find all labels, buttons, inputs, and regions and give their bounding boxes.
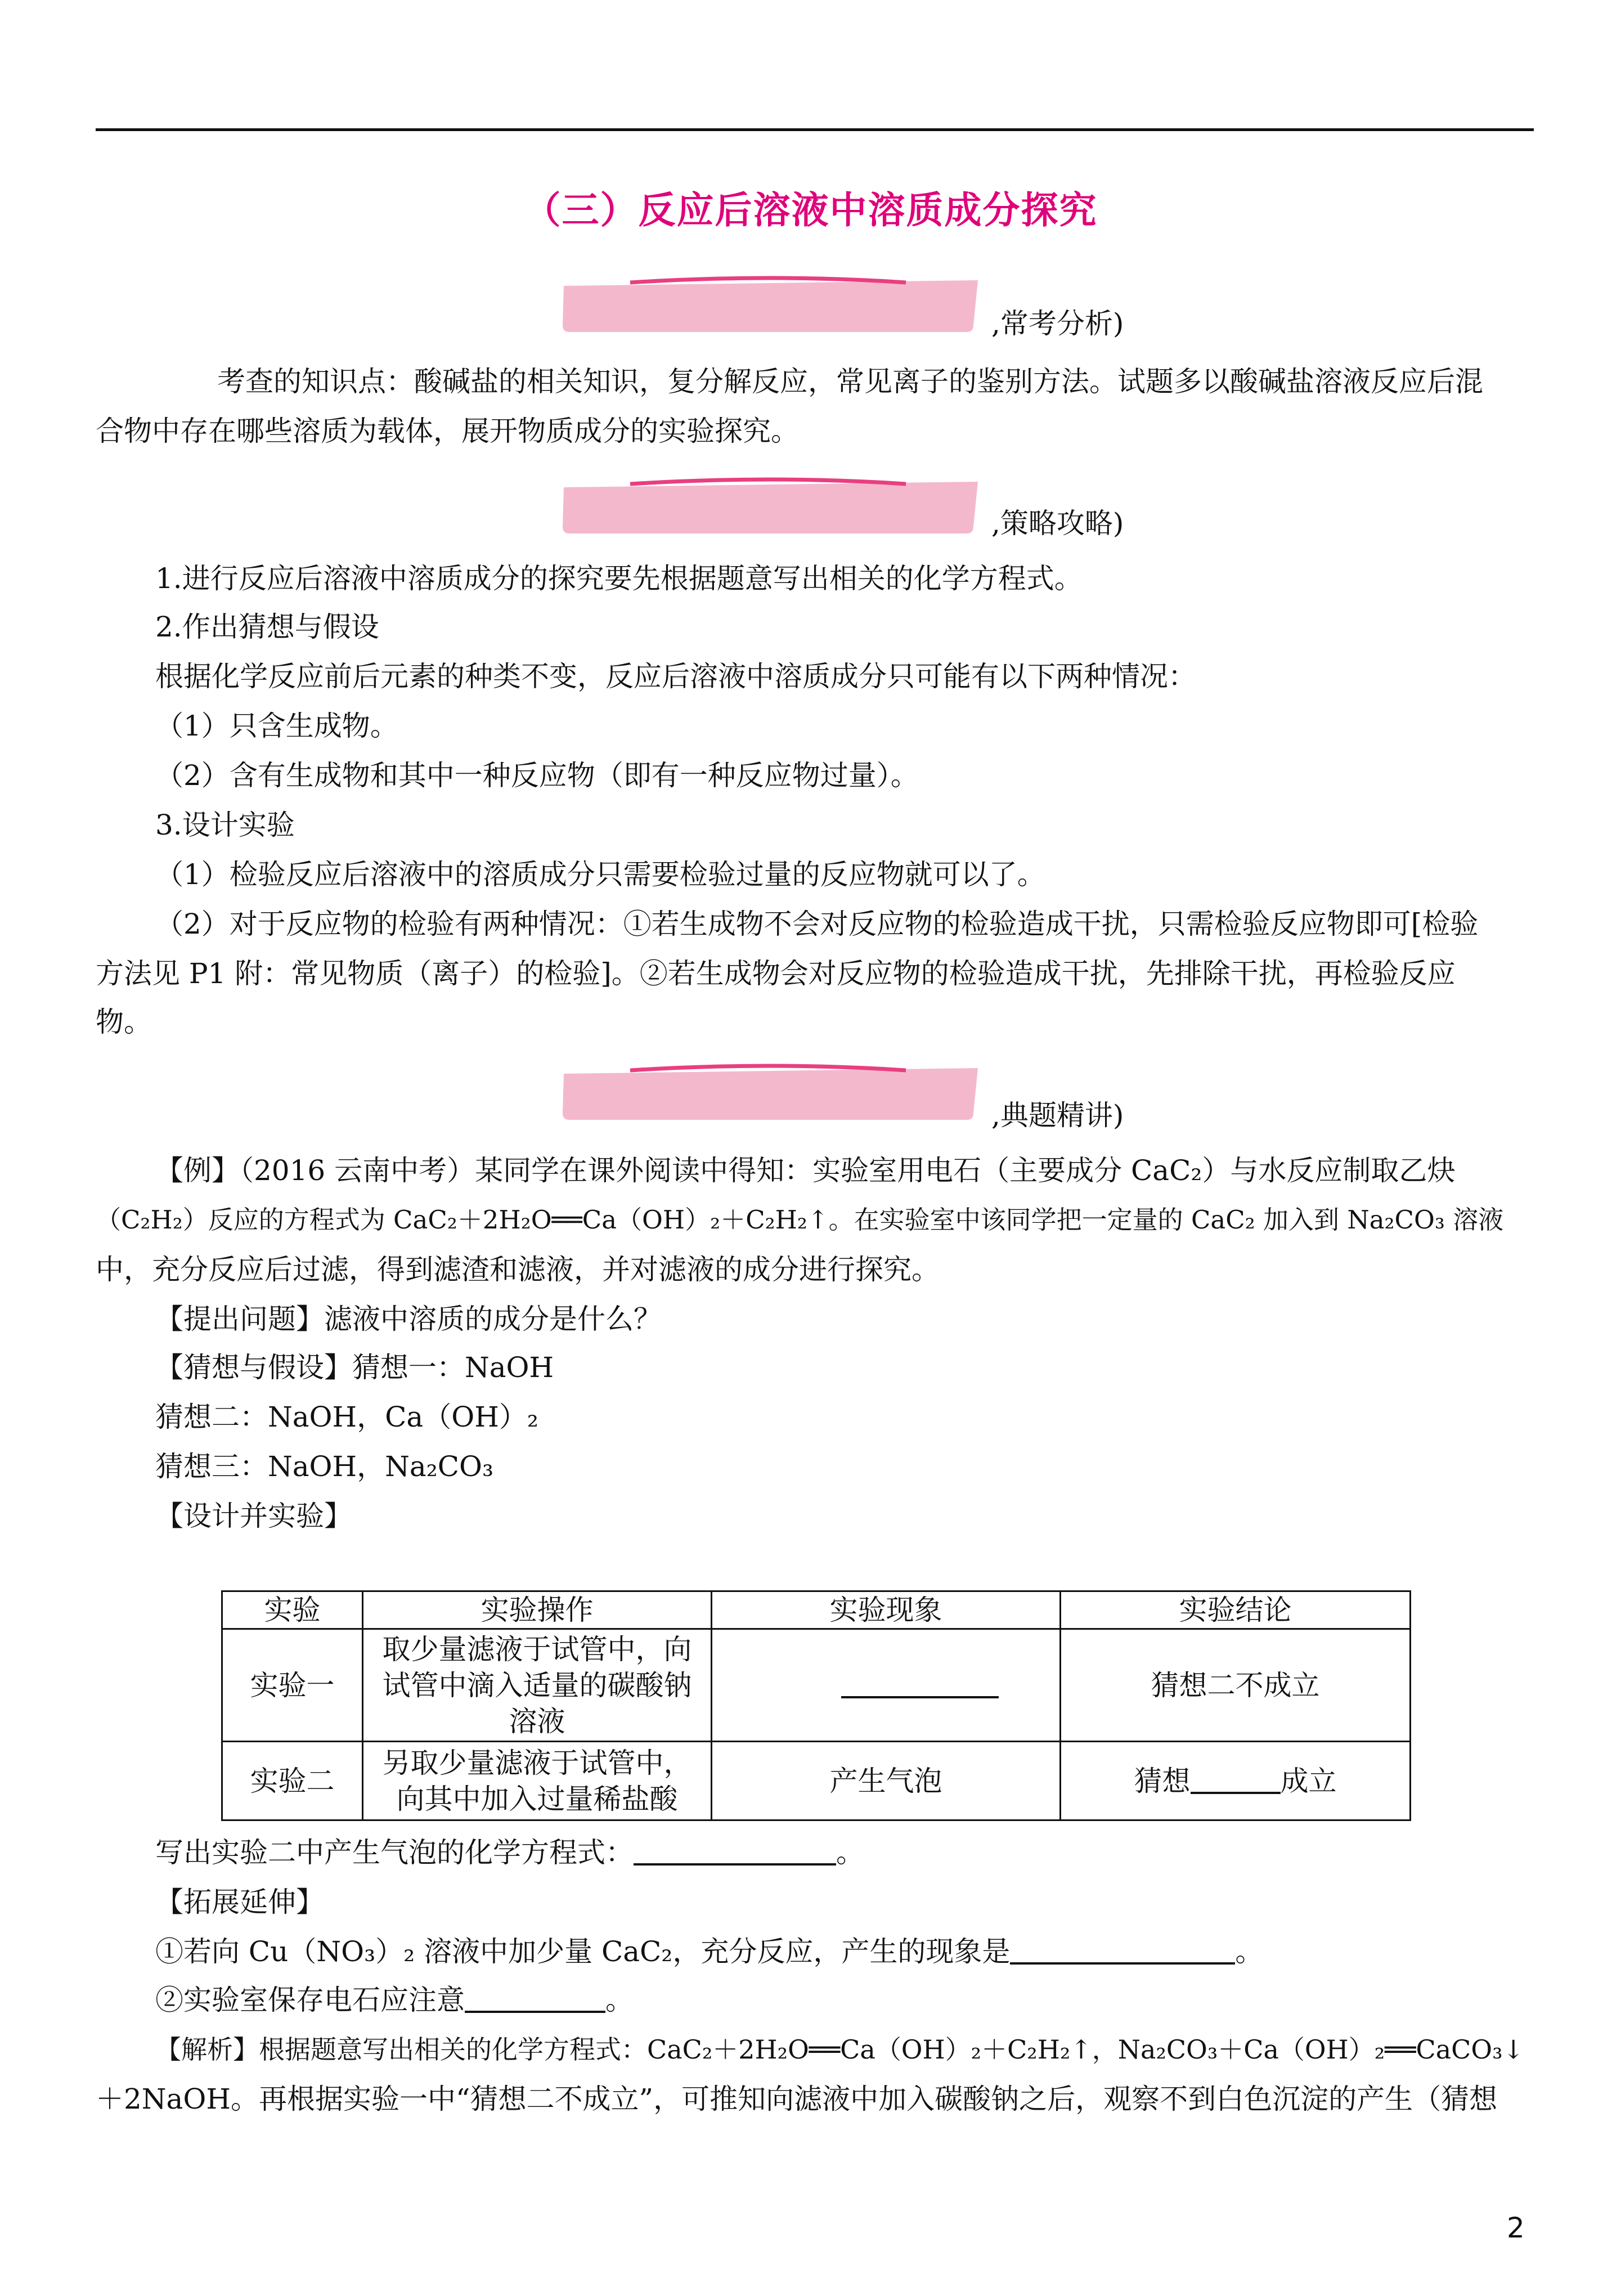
- experiment-operation: [363, 1629, 712, 1742]
- table-header: 实验操作: [363, 1591, 712, 1629]
- operation-line: 取少量滤液于试管中，向: [382, 1633, 692, 1666]
- solution-line-1: 【解析】根据题意写出相关的化学方程式：CaC₂＋2H₂O══Ca（OH）₂＋C₂H₂↑，Na₂CO₃＋Ca（OH）₂══CaCO₃↓: [155, 2034, 1525, 2065]
- hypothesis-2: 猜想二：NaOH，Ca（OH）₂: [155, 1401, 538, 1433]
- experiment-phenomenon: 产生气泡: [712, 1742, 1061, 1820]
- question-text: 写出实验二中产生气泡的化学方程式：: [155, 1836, 634, 1869]
- example-intro-3: 中，充分反应后过滤，得到滤渣和滤液，并对滤液的成分进行探究。: [96, 1253, 940, 1286]
- operation-line: 另取少量滤液于试管中，: [382, 1746, 692, 1779]
- hypothesis-1: 【猜想与假设】猜想一：NaOH: [155, 1351, 554, 1384]
- strategy-design-2-end: 物。: [96, 1006, 152, 1038]
- experiment-table: [221, 1590, 1411, 1821]
- experiment-name: 实验二: [222, 1742, 363, 1820]
- experiment-conclusion: 猜想二不成立: [1061, 1629, 1411, 1742]
- analysis-line-2: 合物中存在哪些溶质为载体，展开物质成分的实验探究。: [96, 415, 799, 447]
- strategy-item-1: 1.进行反应后溶液中溶质成分的探究要先根据题意写出相关的化学方程式。: [155, 562, 1083, 595]
- page-number: 2: [1507, 2212, 1525, 2244]
- answer-blank[interactable]: [1010, 1935, 1235, 1965]
- strategy-case-1: （1）只含生成物。: [155, 710, 398, 742]
- strategy-text: 根据化学反应前后元素的种类不变，反应后溶液中溶质成分只可能有以下两种情况：: [155, 660, 1196, 693]
- operation-line: 试管中滴入适量的碳酸钠: [382, 1669, 692, 1702]
- operation-line: 溶液: [509, 1705, 565, 1738]
- solution-line-2: ＋2NaOH。再根据实验一中“猜想二不成立”，可推知向滤液中加入碳酸钠之后，观察不到白色沉淀的产生（猜想: [96, 2083, 1498, 2115]
- question-end: 。: [605, 1984, 634, 2016]
- answer-blank[interactable]: [465, 1984, 605, 2013]
- experiment-operation: [363, 1742, 712, 1820]
- strategy-item-2: 2.作出猜想与假设: [155, 611, 379, 643]
- table-header: 实验现象: [712, 1591, 1061, 1629]
- example-intro-2: （C₂H₂）反应的方程式为 CaC₂＋2H₂O══Ca（OH）₂＋C₂H₂↑。在实验室中该同学把一定量的 CaC₂ 加入到 Na₂CO₃ 溶液: [96, 1205, 1504, 1235]
- table-row: [222, 1629, 1411, 1742]
- strategy-case-2: （2）含有生成物和其中一种反应物（即有一种反应物过量）。: [155, 759, 919, 792]
- question-text: ①若向 Cu（NO₃）₂ 溶液中加少量 CaC₂，充分反应，产生的现象是: [155, 1935, 1011, 1968]
- table-row: [222, 1742, 1411, 1820]
- operation-line: 向其中加入过量稀盐酸: [396, 1782, 678, 1815]
- table-header-row: [222, 1591, 1411, 1629]
- strategy-design-2-cont: 方法见 P1 附：常见物质（离子）的检验]。②若生成物会对反应物的检验造成干扰，先排除干扰，再检验反应: [96, 957, 1456, 990]
- question-2: [155, 1935, 1263, 1968]
- table-header: 实验结论: [1061, 1591, 1411, 1629]
- question-text: ②实验室保存电石应注意: [155, 1984, 465, 2016]
- extension-heading: 【拓展延伸】: [155, 1886, 324, 1918]
- strategy-design-2: （2）对于反应物的检验有两种情况：①若生成物不会对反应物的检验造成干扰，只需检验反应物即可[检验: [155, 908, 1479, 940]
- analysis-line-1: 考查的知识点：酸碱盐的相关知识，复分解反应，常见离子的鉴别方法。试题多以酸碱盐溶液反应后混: [217, 365, 1483, 398]
- example-question: 【提出问题】滤液中溶质的成分是什么？: [155, 1303, 662, 1335]
- banner-decoration: [557, 270, 985, 338]
- banner-decoration: [557, 1058, 985, 1125]
- conclusion-text: 猜想: [1134, 1764, 1191, 1797]
- banner-label-strategy: ,策略攻略): [991, 507, 1124, 540]
- banner-decoration: [557, 472, 985, 539]
- conclusion-text: 成立: [1280, 1764, 1337, 1797]
- strategy-design-1: （1）检验反应后溶液中的溶质成分只需要检验过量的反应物就可以了。: [155, 858, 1045, 891]
- question-end: 。: [836, 1836, 864, 1869]
- strategy-item-3: 3.设计实验: [155, 809, 295, 841]
- banner-label-analysis: ,常考分析): [991, 307, 1124, 340]
- experiment-name: 实验一: [222, 1629, 363, 1742]
- banner-label-examples: ,典题精讲): [991, 1099, 1124, 1132]
- experiment-phenomenon: [712, 1629, 1061, 1742]
- design-heading: 【设计并实验】: [155, 1500, 352, 1532]
- answer-blank[interactable]: [1191, 1765, 1281, 1794]
- section-title: （三）反应后溶液中溶质成分探究: [523, 188, 1098, 232]
- question-1: [155, 1836, 864, 1869]
- answer-blank[interactable]: [841, 1669, 999, 1698]
- question-3: [155, 1983, 634, 2017]
- example-intro-1: 【例】（2016 云南中考）某同学在课外阅读中得知：实验室用电石（主要成分 CaC₂）与水反应制取乙炔: [155, 1154, 1456, 1187]
- experiment-conclusion: [1061, 1742, 1411, 1820]
- hypothesis-3: 猜想三：NaOH，Na₂CO₃: [155, 1450, 494, 1483]
- header-rule: [96, 128, 1534, 131]
- answer-blank[interactable]: [634, 1836, 836, 1866]
- question-end: 。: [1235, 1935, 1264, 1968]
- table-header: 实验: [222, 1591, 363, 1629]
